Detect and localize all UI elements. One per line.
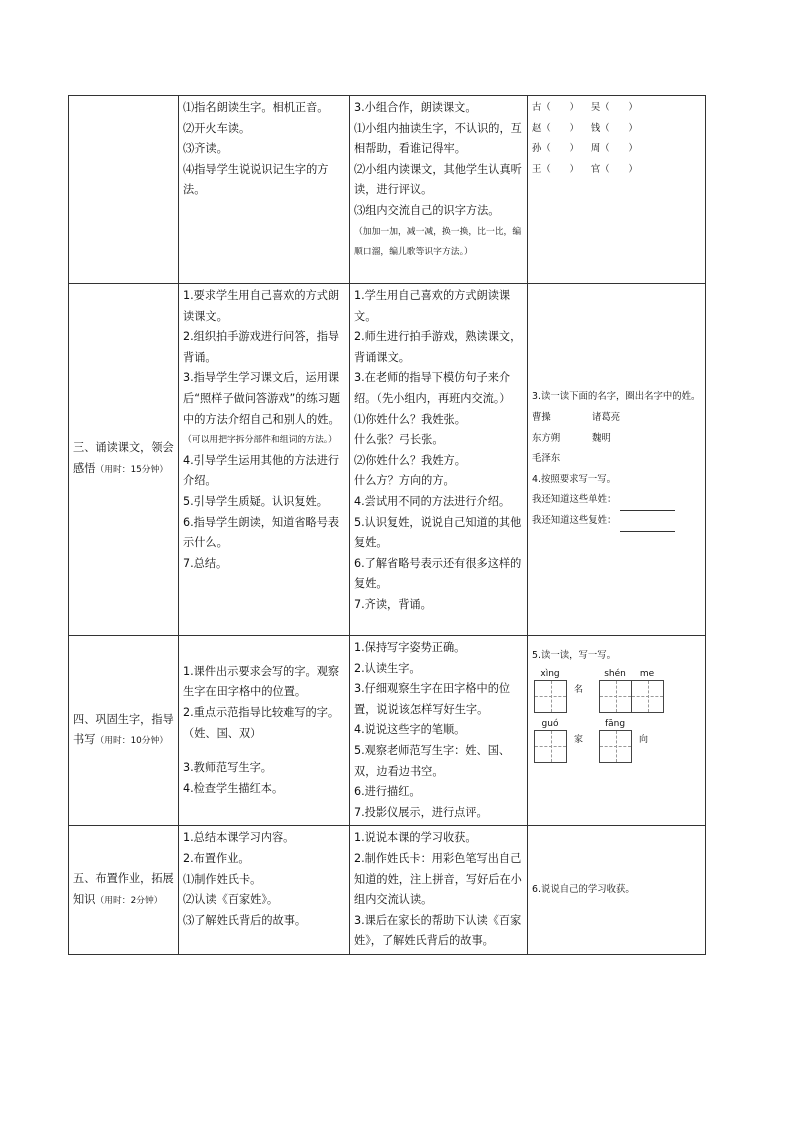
tian-grid-group xyxy=(534,669,566,713)
stage-cell xyxy=(69,826,179,955)
answer-blank[interactable] xyxy=(620,519,675,532)
name-row xyxy=(532,408,701,429)
tian-grid-cell[interactable] xyxy=(599,680,632,713)
text-line: 2.制作姓氏卡：用彩色笔写出自己知道的姓，注上拼音，写好后在小组内交流认读。 xyxy=(354,851,522,907)
name-item: 曹操 xyxy=(532,412,551,424)
text-line: 什么方？方向的方。 xyxy=(354,474,455,488)
writing-grid-row xyxy=(534,719,701,763)
writing-grid-row xyxy=(534,669,701,713)
question-5: 5.读一读，写一写。 xyxy=(532,650,616,661)
text-line: 2.重点示范指导比较难写的字。（姓、国、双） xyxy=(183,706,340,740)
tian-grid-group xyxy=(599,719,631,763)
text-line: ⑴指名朗读生字。相机正音。 xyxy=(183,101,329,114)
table-row xyxy=(69,284,706,636)
tian-grid-group xyxy=(599,669,663,713)
teacher-activity-cell xyxy=(179,96,350,284)
text-line: 7.投影仪展示，进行点评。 xyxy=(354,805,488,819)
pinyin: shén xyxy=(604,668,626,679)
tian-grid-cell[interactable] xyxy=(631,680,664,713)
text-line: 1.保持写字姿势正确。 xyxy=(354,641,466,654)
name-item: 周（ ） xyxy=(590,143,638,155)
tian-grid-cell[interactable] xyxy=(599,730,632,763)
text-line: 3.小组合作，朗读课文。 xyxy=(354,101,477,114)
pinyin: xìng xyxy=(540,668,560,679)
single-surname-line xyxy=(532,490,701,511)
text-line: （可以用把字拆分部件和组词的方法。） xyxy=(183,435,337,446)
student-activity-cell xyxy=(350,96,528,284)
stage-title: 三、诵读课文，领会感悟 xyxy=(73,441,174,475)
lesson-plan-table xyxy=(68,95,706,955)
table-row xyxy=(69,636,706,826)
stage-title: 五、布置作业，拓展知识 xyxy=(73,872,174,906)
text-line: ⑶齐读。 xyxy=(183,142,228,156)
text-line: 1.总结本课学习内容。 xyxy=(183,831,295,845)
stage-cell xyxy=(69,636,179,826)
text-line: 1.要求学生用自己喜欢的方式朗读课文。 xyxy=(183,289,340,323)
text-line: 什么张？弓长张。 xyxy=(354,433,444,447)
stage-cell xyxy=(69,284,179,636)
text-line: 4.说说这些字的笔顺。 xyxy=(354,723,466,737)
compound-surname-label: 我还知道这些复姓： xyxy=(532,514,617,526)
name-item: 古（ ） xyxy=(532,102,579,113)
given-character: 向 xyxy=(639,735,649,746)
text-line: ⑷指导学生说说识记生字的方法。 xyxy=(183,162,329,197)
tian-grid-cell[interactable] xyxy=(534,730,567,763)
exercise-cell xyxy=(528,826,706,955)
name-item: 吴（ ） xyxy=(590,102,638,113)
tian-grid-group xyxy=(534,719,566,763)
tian-grid-cell[interactable] xyxy=(534,680,567,713)
text-line: 3.指导学生学习课文后，运用课后“照样子做问答游戏”的练习题中的方法介绍自己和别人的姓。 xyxy=(183,371,341,426)
question-4: 4.按照要求写一写。 xyxy=(532,473,616,485)
exercise-cell xyxy=(528,96,706,284)
text-line: 7.齐读，背诵。 xyxy=(354,597,432,611)
text-line: 1.课件出示要求会写的字。观察生字在田字格中的位置。 xyxy=(183,664,340,699)
question-3: 3.读一读下面的名字，圈出名字中的姓。 xyxy=(532,391,701,403)
name-pair xyxy=(532,98,701,119)
text-line: （加加一加，减一减，换一换，比一比，编顺口溜，编儿歌等识字方法。） xyxy=(354,226,522,258)
given-character: 名 xyxy=(574,685,584,696)
name-item: 钱（ ） xyxy=(590,122,638,134)
exercise-cell xyxy=(528,636,706,826)
name-item: 王（ ） xyxy=(532,163,579,175)
name-item: 赵（ ） xyxy=(532,122,579,134)
text-line: 6.了解省略号表示还有很多这样的复姓。 xyxy=(354,556,522,591)
name-item: 诸葛亮 xyxy=(592,412,621,424)
name-row xyxy=(532,449,701,470)
name-item: 东方朔 xyxy=(532,432,561,444)
text-line: 3.教师范写生字。 xyxy=(183,761,272,775)
text-line: 5.引导学生质疑。认识复姓。 xyxy=(183,494,328,508)
student-activity-cell xyxy=(350,284,528,636)
text-line: 2.组织拍手游戏进行问答，指导背诵。 xyxy=(183,330,340,364)
stage-cell xyxy=(69,96,179,284)
name-row xyxy=(532,429,701,450)
name-item: 孙（ ） xyxy=(532,143,579,155)
text-line: 5.观察老师范写生字：姓、国、双，边看边书空。 xyxy=(354,743,511,778)
text-line: ⑴制作姓氏卡。 xyxy=(183,872,262,886)
name-item: 官（ ） xyxy=(590,163,638,175)
name-item: 毛泽东 xyxy=(532,453,561,465)
single-surname-label: 我还知道这些单姓： xyxy=(532,494,617,506)
table-row xyxy=(69,96,706,284)
text-line: ⑵小组内读课文，其他学生认真听读，进行评议。 xyxy=(354,162,522,197)
text-line: 2.师生进行拍手游戏，熟读课文，背诵课文。 xyxy=(354,330,522,364)
table-row xyxy=(69,826,706,955)
teacher-activity-cell xyxy=(179,636,350,826)
text-line: 3.课后在家长的帮助下认读《百家姓》，了解姓氏背后的故事。 xyxy=(354,913,522,948)
text-line: ⑵开火车读。 xyxy=(183,121,251,135)
pinyin: me xyxy=(639,668,655,679)
exercise-cell xyxy=(528,284,706,636)
compound-surname-line xyxy=(532,511,701,532)
pinyin: guó xyxy=(541,718,559,729)
stage-time: （用时：10分钟） xyxy=(95,736,169,747)
name-pair xyxy=(532,119,701,140)
name-pair xyxy=(532,160,701,181)
name-item: 魏明 xyxy=(592,432,611,444)
name-pair xyxy=(532,139,701,160)
text-line: ⑴小组内抽读生字，不认识的，互相帮助，看谁记得牢。 xyxy=(354,121,522,156)
text-line: 2.认读生字。 xyxy=(354,661,421,675)
answer-blank[interactable] xyxy=(620,498,675,511)
text-line: 5.认识复姓，说说自己知道的其他复姓。 xyxy=(354,515,522,550)
text-line: 1.学生用自己喜欢的方式朗读课文。 xyxy=(354,289,511,323)
pinyin: fāng xyxy=(604,718,626,729)
text-line: 4.尝试用不同的方法进行介绍。 xyxy=(354,494,511,508)
text-line: 1.说说本课的学习收获。 xyxy=(354,831,477,845)
given-character: 家 xyxy=(574,735,584,746)
text-line: 2.布置作业。 xyxy=(183,851,250,865)
text-line: 3.仔细观察生字在田字格中的位置，说说该怎样写好生字。 xyxy=(354,682,511,716)
student-activity-cell xyxy=(350,636,528,826)
stage-time: （用时：15分钟） xyxy=(95,465,169,475)
question-6: 6.说说自己的学习收获。 xyxy=(532,883,635,895)
text-line: ⑶组内交流自己的识字方法。 xyxy=(354,203,500,217)
text-line: ⑵你姓什么？我姓方。 xyxy=(354,453,466,467)
text-line: 6.进行描红。 xyxy=(354,785,421,799)
stage-title: 四、巩固生字，指导书写 xyxy=(73,712,174,747)
text-line: ⑶了解姓氏背后的故事。 xyxy=(183,913,307,927)
stage-time: （用时：2分钟） xyxy=(95,895,163,906)
text-line: 3.在老师的指导下模仿句子来介绍。（先小组内，再班内交流。） xyxy=(354,371,511,405)
student-activity-cell xyxy=(350,826,528,955)
text-line: ⑴你姓什么？我姓张。 xyxy=(354,412,466,426)
text-line: 6.指导学生朗读，知道省略号表示什么。 xyxy=(183,515,340,550)
text-line: 7.总结。 xyxy=(183,556,228,570)
text-line: ⑵认读《百家姓》。 xyxy=(183,893,279,907)
text-line: 4.引导学生运用其他的方法进行介绍。 xyxy=(183,453,340,488)
teacher-activity-cell xyxy=(179,826,350,955)
teacher-activity-cell xyxy=(179,284,350,636)
text-line: 4.检查学生描红本。 xyxy=(183,781,284,795)
